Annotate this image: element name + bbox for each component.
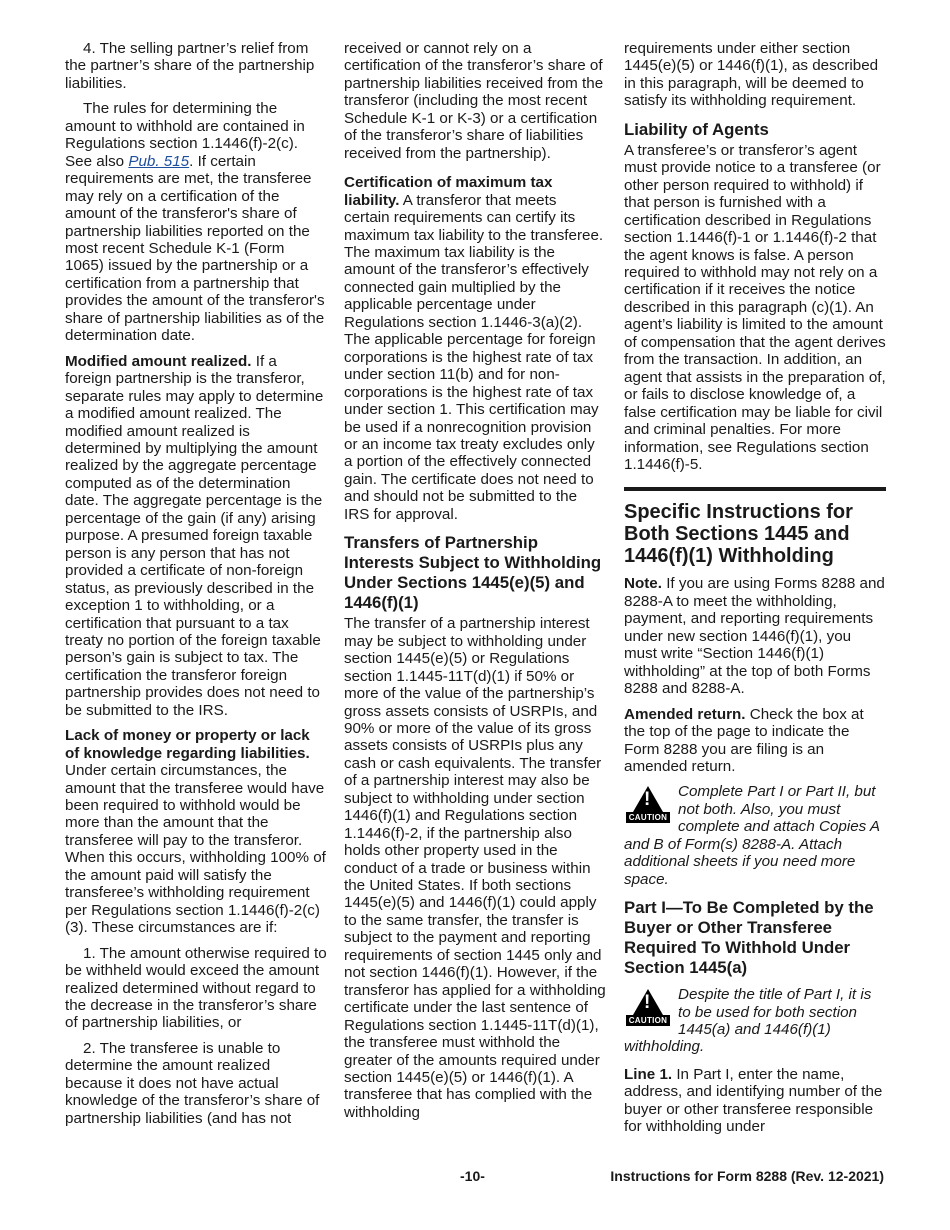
run-in-heading: Line 1. — [624, 1065, 673, 1083]
text: A transferor that meets certain requirements can certify its maximum tax liability to the transferee. The maximum tax liability is the amount of the transferor’s effectively connected gain multiplied by the applicable percentage under Regulations section 1.1446-3(a)(2). The applicable percentage for foreign corporations is the highest rate of tax under section 11(b) and for non-corporations is the highest rate of tax under section 1. This certification may be used if a nonrecognition provision or an income tax treaty excludes only a portion of the effectively connected gain. The certificate does not need to and should not be submitted to the IRS for approval. — [344, 191, 604, 523]
run-in-heading: Certification of maximum tax liability. — [344, 174, 553, 209]
text: If you are using Forms 8288 and 8288-A to meet the withholding, payment, and reporting requirements under new section 1446(f)(1), you must write “Section 1446(f)(1) withholding” at the top of both Forms 8288 and 8288-A. — [624, 575, 885, 698]
paragraph — [344, 174, 606, 523]
major-heading: Specific Instructions for Both Sections 1445 and 1446(f)(1) Withholding — [624, 487, 886, 567]
paragraph: requirements under either section 1445(e)(5) or 1446(f)(1), as described in this paragraph, will be deemed to satisfy its withholding requirement. — [624, 40, 879, 110]
caution-text: Despite the title of Part I, it is to be used for both section 1445(a) and 1446(f)(1) withholding. — [624, 986, 872, 1056]
paragraph: received or cannot rely on a certification of the transferor’s share of partnership liabilities received from the transferor (including the most recent Schedule K-1 or K-3) or a certification of the transferor’s share of liabilities received from the partnership). — [344, 40, 604, 162]
section-heading: Liability of Agents — [624, 119, 769, 139]
paragraph — [65, 727, 327, 936]
caution-label: CAUTION — [626, 1015, 671, 1026]
paragraph: 2. The transferee is unable to determine the amount realized because it does not have actual knowledge of the transferor’s share of partnership liabilities (and has not — [65, 1039, 320, 1127]
caution-note — [624, 986, 886, 1056]
column-2 — [344, 40, 606, 1129]
caution-icon — [624, 989, 672, 1029]
paragraph: A transferee’s or transferor’s agent must provide notice to a transferee (or other person required to withhold) if that person is furnished with a certification described in Regulations section 1.1446(f)-1 or 1.1446(f)-2 that the agent knows is false. A person required to withhold may not rely on a certification if it receives the notice described in this paragraph (c)(1). An agent’s liability is limited to the amount of compensation that the agent derives from the transaction. In addition, an agent that assists in the preparation of, or fails to disclose knowledge of, a false certification may be liable for civil and criminal penalties. For more information, see Regulations section 1.1446(f)-5. — [624, 141, 886, 473]
run-in-heading: Amended return. — [624, 705, 746, 723]
run-in-heading: Lack of money or property or lack of knowledge regarding liabilities. — [65, 727, 310, 762]
caution-mark: ! — [644, 992, 651, 1014]
paragraph — [65, 353, 327, 720]
column-3 — [624, 40, 886, 1144]
caution-mark: ! — [644, 789, 651, 811]
column-1 — [65, 40, 327, 1135]
footer-title: Instructions for Form 8288 (Rev. 12-2021) — [610, 1168, 884, 1184]
pub-515-link[interactable]: Pub. 515 — [128, 152, 190, 170]
run-in-heading: Note. — [624, 575, 662, 593]
paragraph — [624, 575, 886, 697]
paragraph — [624, 706, 886, 776]
text: Under certain circumstances, the amount that the transferee would have been required to withhold would be more than the amount that the transferee will pay to the transferor. When this occurs, withholding 100% of the amount paid will satisfy the transferee’s withholding requirement per Regulations section 1.1446(f)-2(c)(3). These circumstances are if: — [65, 762, 326, 937]
page-number: -10- — [460, 1168, 485, 1184]
caution-label: CAUTION — [626, 812, 671, 823]
text: . If certain requirements are met, the transferee may rely on a certification of the amount of the transferor's share of partnership liabilities reported on the most recent Schedule K-1 (Form 1065) issued by the partnership or a certification from a partnership that provides the amount of the transferor's share of partnership liabilities as of the determination date. — [65, 152, 325, 345]
paragraph — [65, 100, 327, 344]
caution-text: Complete Part I or Part II, but not both. Also, you must complete and attach Copies A and B of Form(s) 8288-A. Attach additional sheets if you need more space. — [624, 783, 880, 888]
paragraph: The transfer of a partnership interest may be subject to withholding under section 1445(e)(5) or Regulations section 1.1445-11T(d)(1) if 50% or more of the value of the partnership’s gross assets consists of USRPIs, and 90% or more of the value of its gross assets consists of USRPIs plus any cash or cash equivalents. The transfer of a partnership interest may also be subject to withholding under section 1446(f)(1) and Regulations section 1.1446(f)-2, if the partnership also holds other property used in the conduct of a trade or business within the United States. If both sections 1445(e)(5) and 1446(f)(1) could apply to the same transfer, the transfer is subject to the payment and reporting requirements of section 1445 only and not section 1446(f)(1). However, if the transferor has applied for a withholding certificate under the last sentence of Regulations section 1.1445-11T(d)(1), the transferee must withhold the greater of the amounts required under section 1445(e)(5) or 1446(f)(1). A transferee that has complied with the withholding — [344, 615, 606, 1121]
caution-note — [624, 783, 886, 888]
caution-icon — [624, 786, 672, 826]
text: If a foreign partnership is the transferor, separate rules may apply to determine a modified amount realized. The modified amount realized is determined by multiplying the amount realized by the aggregate percentage computed as of the determination date. The aggregate percentage is the percentage of the gain (if any) arising purpose. A presumed foreign taxable person is any person that has not provided a certificate of non-foreign status, as previously described in the exception 1 to withholding, or a certification that pursuant to a tax treaty no portion of the foreign taxable person’s gain is subject to tax. The certification the transferor foreign partnership provides does not need to be submitted to the IRS. — [65, 352, 324, 719]
section-heading: Part I—To Be Completed by the Buyer or Other Transferee Required To Withhold Under Section 1445(a) — [624, 898, 874, 978]
text: The rules for determining the amount to withhold are contained in Regulations section 1.1446(f)-2(c). See also — [65, 100, 305, 170]
paragraph — [624, 1066, 886, 1136]
section-heading: Transfers of Partnership Interests Subject to Withholding Under Sections 1445(e)(5) and 1446(f)(1) — [344, 533, 602, 613]
text: Check the box at the top of the page to indicate the Form 8288 you are filing is an amended return. — [624, 705, 864, 775]
paragraph: 4. The selling partner’s relief from the partner’s share of the partnership liabilities. — [65, 40, 315, 92]
paragraph: 1. The amount otherwise required to be withheld would exceed the amount realized determined without regard to the decrease in the transferor’s share of partnership liabilities, or — [65, 944, 327, 1032]
run-in-heading: Modified amount realized. — [65, 352, 252, 370]
text: In Part I, enter the name, address, and identifying number of the buyer or other transferee responsible for withholding under — [624, 1065, 883, 1136]
